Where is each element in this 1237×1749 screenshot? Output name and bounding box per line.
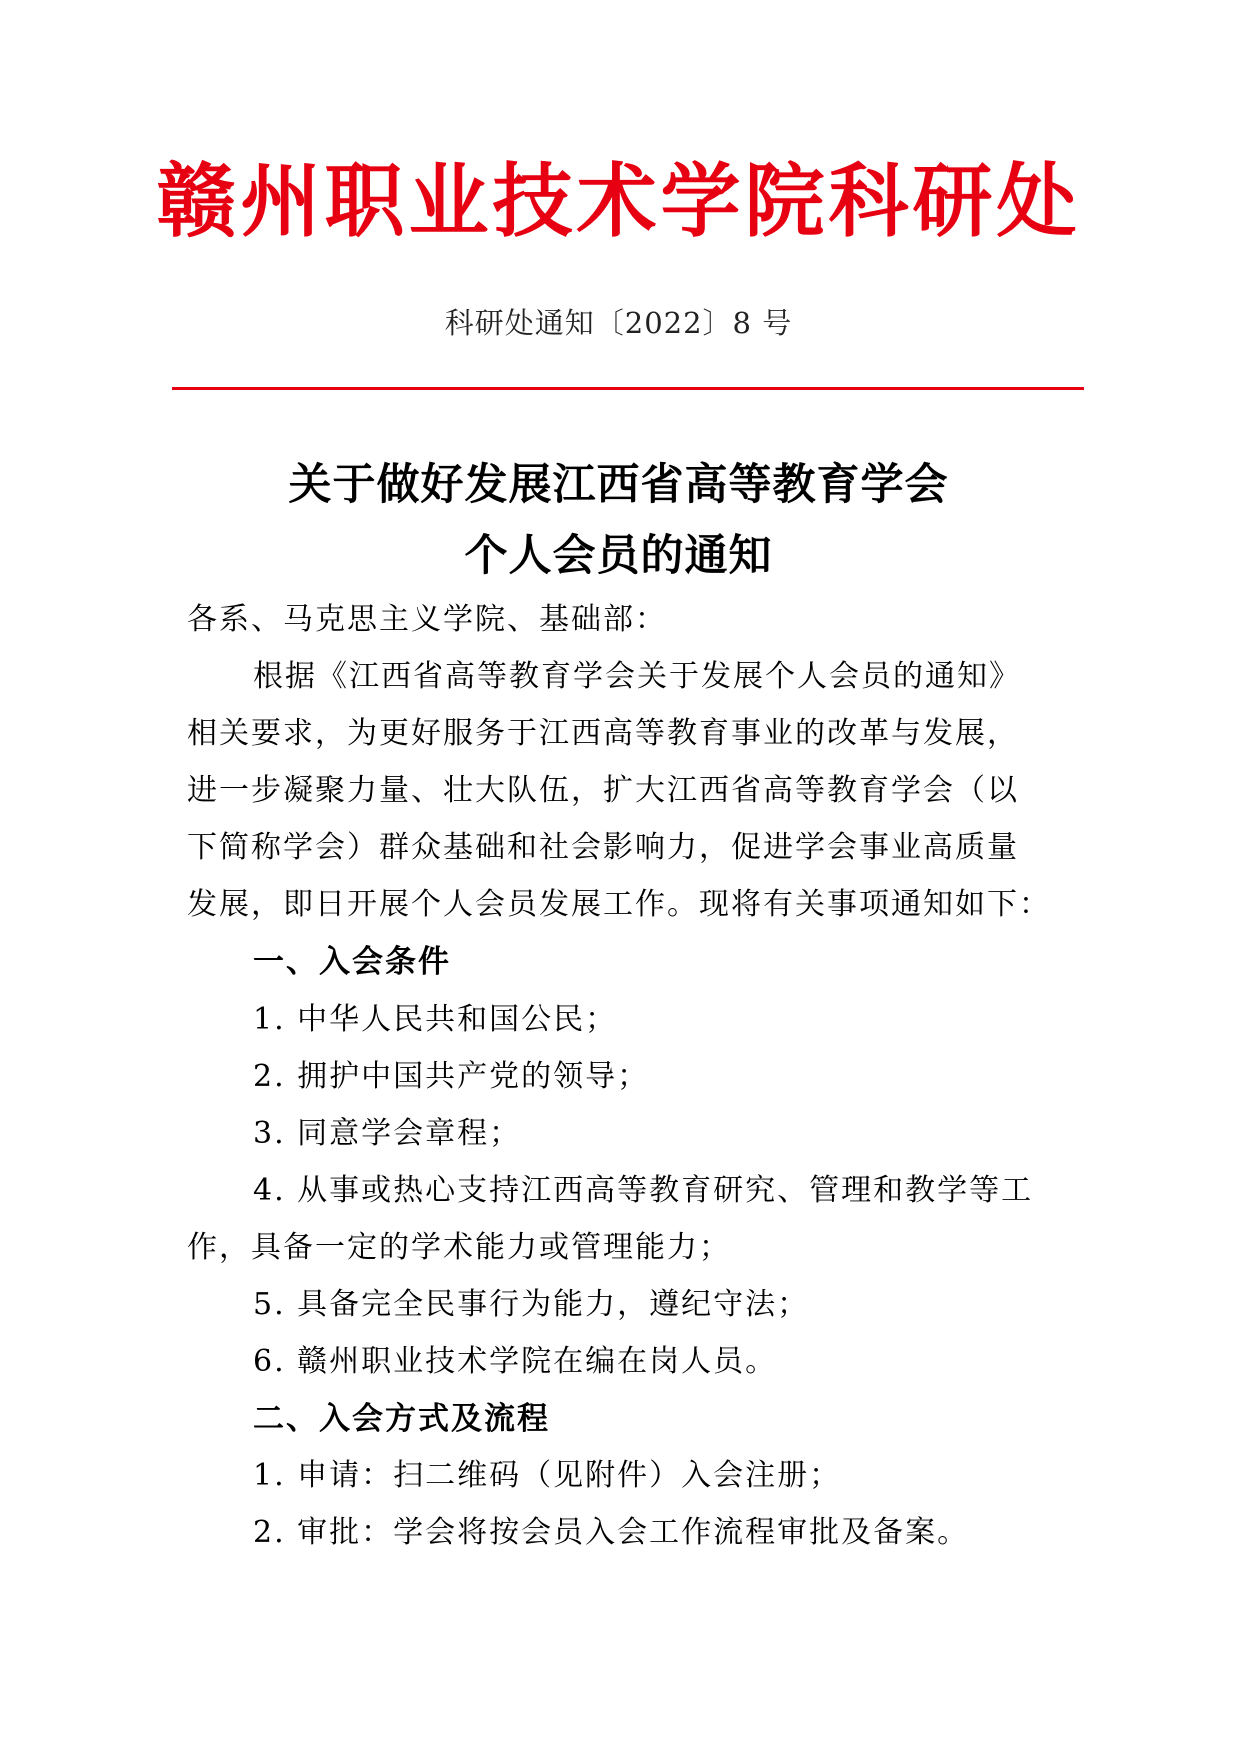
salutation: 各系、马克思主义学院、基础部： bbox=[187, 602, 667, 637]
condition-item: 1. 中华人民共和国公民； bbox=[253, 1002, 618, 1037]
condition-item: 2. 拥护中国共产党的领导； bbox=[253, 1059, 650, 1094]
document-title-line-2: 个人会员的通知 bbox=[464, 531, 773, 581]
condition-item: 4. 从事或热心支持江西高等教育研究、管理和教学等工 bbox=[253, 1173, 1034, 1208]
document-number: 科研处通知〔2022〕8 号 bbox=[444, 306, 793, 340]
intro-line: 发展，即日开展个人会员发展工作。现将有关事项通知如下： bbox=[187, 887, 1051, 922]
intro-line: 下简称学会）群众基础和社会影响力，促进学会事业高质量 bbox=[187, 830, 1019, 865]
section-heading-membership-conditions: 一、入会条件 bbox=[253, 944, 451, 980]
document-title-line-1: 关于做好发展江西省高等教育学会 bbox=[288, 460, 949, 510]
process-item: 1. 申请：扫二维码（见附件）入会注册； bbox=[253, 1458, 842, 1493]
intro-line: 根据《江西省高等教育学会关于发展个人会员的通知》 bbox=[253, 659, 1021, 694]
intro-line: 相关要求，为更好服务于江西高等教育事业的改革与发展， bbox=[187, 716, 1019, 751]
masthead-org-name: 赣州职业技术学院科研处 bbox=[156, 155, 1081, 248]
condition-item: 3. 同意学会章程； bbox=[253, 1116, 522, 1151]
condition-item-continuation: 作，具备一定的学术能力或管理能力； bbox=[187, 1230, 731, 1265]
intro-line: 进一步凝聚力量、壮大队伍，扩大江西省高等教育学会（以 bbox=[187, 773, 1019, 808]
section-heading-membership-process: 二、入会方式及流程 bbox=[253, 1401, 550, 1437]
condition-item: 6. 赣州职业技术学院在编在岗人员。 bbox=[253, 1344, 778, 1379]
red-divider-line bbox=[172, 387, 1084, 390]
process-item: 2. 审批：学会将按会员入会工作流程审批及备案。 bbox=[253, 1515, 970, 1550]
condition-item: 5. 具备完全民事行为能力，遵纪守法； bbox=[253, 1287, 810, 1322]
